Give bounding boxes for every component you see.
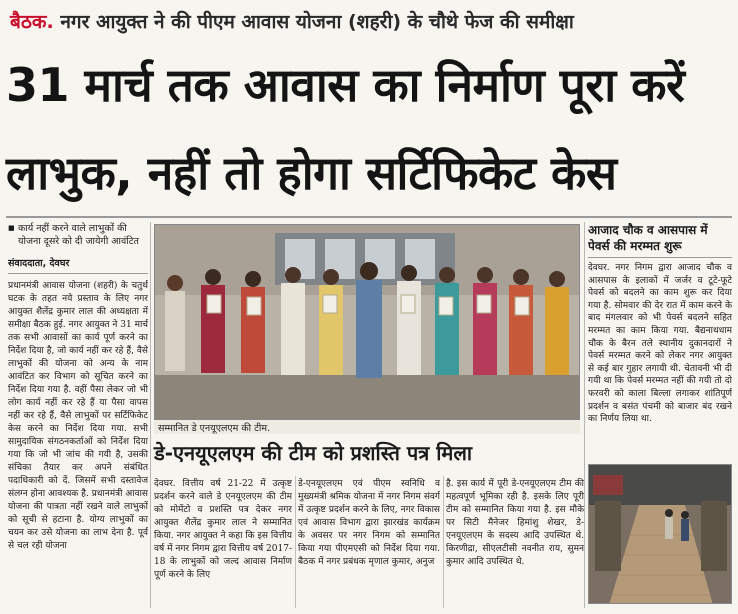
right-article <box>588 222 732 460</box>
column-divider <box>443 476 444 608</box>
street-photo <box>588 464 732 604</box>
sub-article-column-2: डे-एनयूएलएम एवं पीएम स्वनिधि व मुख्यमंत्री श्रमिक योजना में नगर निगम संवर्ग में उत्कृष्ट प्रदर्शन करने के लिए, नगर विकास एवं आवास विभाग द्वारा झारखंड कार्यक्रम के अवसर पर नगर निगम को सम्मानित किया गया पीएमएसी को निर्देश दिया गया. बैठक में नगर प्रबंधक मृणाल कुमार, अनुज <box>298 479 440 567</box>
team-photo-image <box>155 225 580 420</box>
right-article-body: देवघर. नगर निगम द्वारा आजाद चौक व आसपास के इलाकों में जर्जर व टूटे-फूटे पेवर्स को बदलने का काम शुरू कर दिया गया है. सोमवार की देर रात में काम करने के बाद मंगलवार को भी पेवर्स बदलने सहित मरम्मत का काम किया गया. बैद्यनाथधाम चौक के बैरन तले स्थानीय दुकानदारों ने पेवर्स मरम्मत करने को लेकर नगर आयुक्त से कई बार गुहार लगायी थी. चेतावनी भी दी गयी था कि पेवर्स मरम्मत नहीं की गयी तो दो फरवरी को काला बिल्ला लगाकर शांतिपूर्ण प्रदर्शन व बसंत पंचमी को बाजार बंद रखने का निर्णय लिया था. <box>588 263 732 425</box>
team-photo <box>154 224 580 420</box>
column-divider <box>150 222 151 608</box>
left-article <box>8 222 148 610</box>
column-divider <box>295 476 296 608</box>
kicker-line <box>10 8 730 42</box>
kicker-text: नगर आयुक्त ने की पीएम आवास योजना (शहरी) के चौथे फेज की समीक्षा <box>60 11 574 33</box>
headline-line-1: 31 मार्च तक आवास का निर्माण पूरा करें <box>6 58 685 112</box>
headline-divider <box>6 216 732 218</box>
column-divider <box>584 222 585 608</box>
kicker-label: बैठक. <box>10 11 54 33</box>
headline-line-2: लाभुक, नहीं तो होगा सर्टिफिकेट केस <box>6 146 617 200</box>
sub-headline: डे-एनयूएलएम की टीम को प्रशस्ति पत्र मिला <box>154 441 473 465</box>
byline: संवाददाता, देवघर <box>8 256 148 274</box>
highlight-bullet: ■ कार्य नहीं करने वाले लाभुकों की योजना दूसरे को दी जायेगी आवंटित <box>8 222 148 248</box>
photo-caption: सम्मानित डे एनयूएलएम की टीम. <box>154 420 580 434</box>
sub-article-column-3: है. इस कार्य में पूरी डे-एनयूएलएम टीम की महत्वपूर्ण भूमिका रही है. इसके लिए पूरी टीम को सम्मानित किया गया है. इस मौके पर सिटी मैनेजर हिमांशु शेखर, डे-एनयूएलएम के सदस्य आदि उपस्थित थे. किरणीद्रा, सीएलटीसी नवनीत राय, सुमन कुमार आदि उपस्थित थे. <box>446 479 584 567</box>
sub-article-column-1: देवघर. वित्तीय वर्ष 21-22 में उत्कृष्ट प्रदर्शन करने वाले डे एनयूएलएम की टीम को मोमेंटो व प्रशस्ति पत्र देकर नगर आयुक्त शैलेंद्र कुमार लाल ने सम्मानित किया. नगर आयुक्त ने कहा कि इस वित्तीय वर्ष में नगर निगम द्वारा वित्तीय वर्ष 2017-18 के लाभुकों को जल्द आवास निर्माण पूर्ण करने के लिए <box>154 479 292 580</box>
right-article-headline: आजाद चौक व आसपास में पेवर्स की मरम्मत शुरू <box>588 222 732 258</box>
article-body: प्रधानमंत्री आवास योजना (शहरी) के चतुर्थ घटक के तहत नये प्रस्ताव के लिए नगर आयुक्त शैलेंद्र कुमार लाल की अध्यक्षता में समीक्षा बैठक हुई. नगर आयुक्त ने 31 मार्च तक सभी आवासों का कार्य पूर्ण करने का निर्देश दिया है, जो कार्य नहीं कर रहे हैं, वैसे लाभुकों की योजना को अन्य के नाम आवंटित कर विभाग को सूचित करने का निर्देश दिया गया है. वहीं पैसा लेकर जो भी लोग कार्य नहीं कर रहे हैं या पैसा वापस नहीं कर रहे हैं, वैसे लाभुकों पर सर्टिफिकेट केस करने का निर्देश दिया गया. सभी सामुदायिक संगठनकर्ताओं को निर्देश दिया गया कि जो भी जांच की गयी है, उसकी संचिका तैयार कर अपने संबंधित पदाधिकारी को दें. जिसमें सभी दस्तावेज संलग्न होना आवश्यक है. प्रधानमंत्री आवास योजना की पात्रता नहीं रखने वाले लाभुकों को सूची से हटाना है. योग्य लाभुकों का चयन कर उसे योजना का लाभ देना है. पूर्व से चल रही योजना <box>8 281 148 551</box>
street-photo-image <box>589 465 732 604</box>
